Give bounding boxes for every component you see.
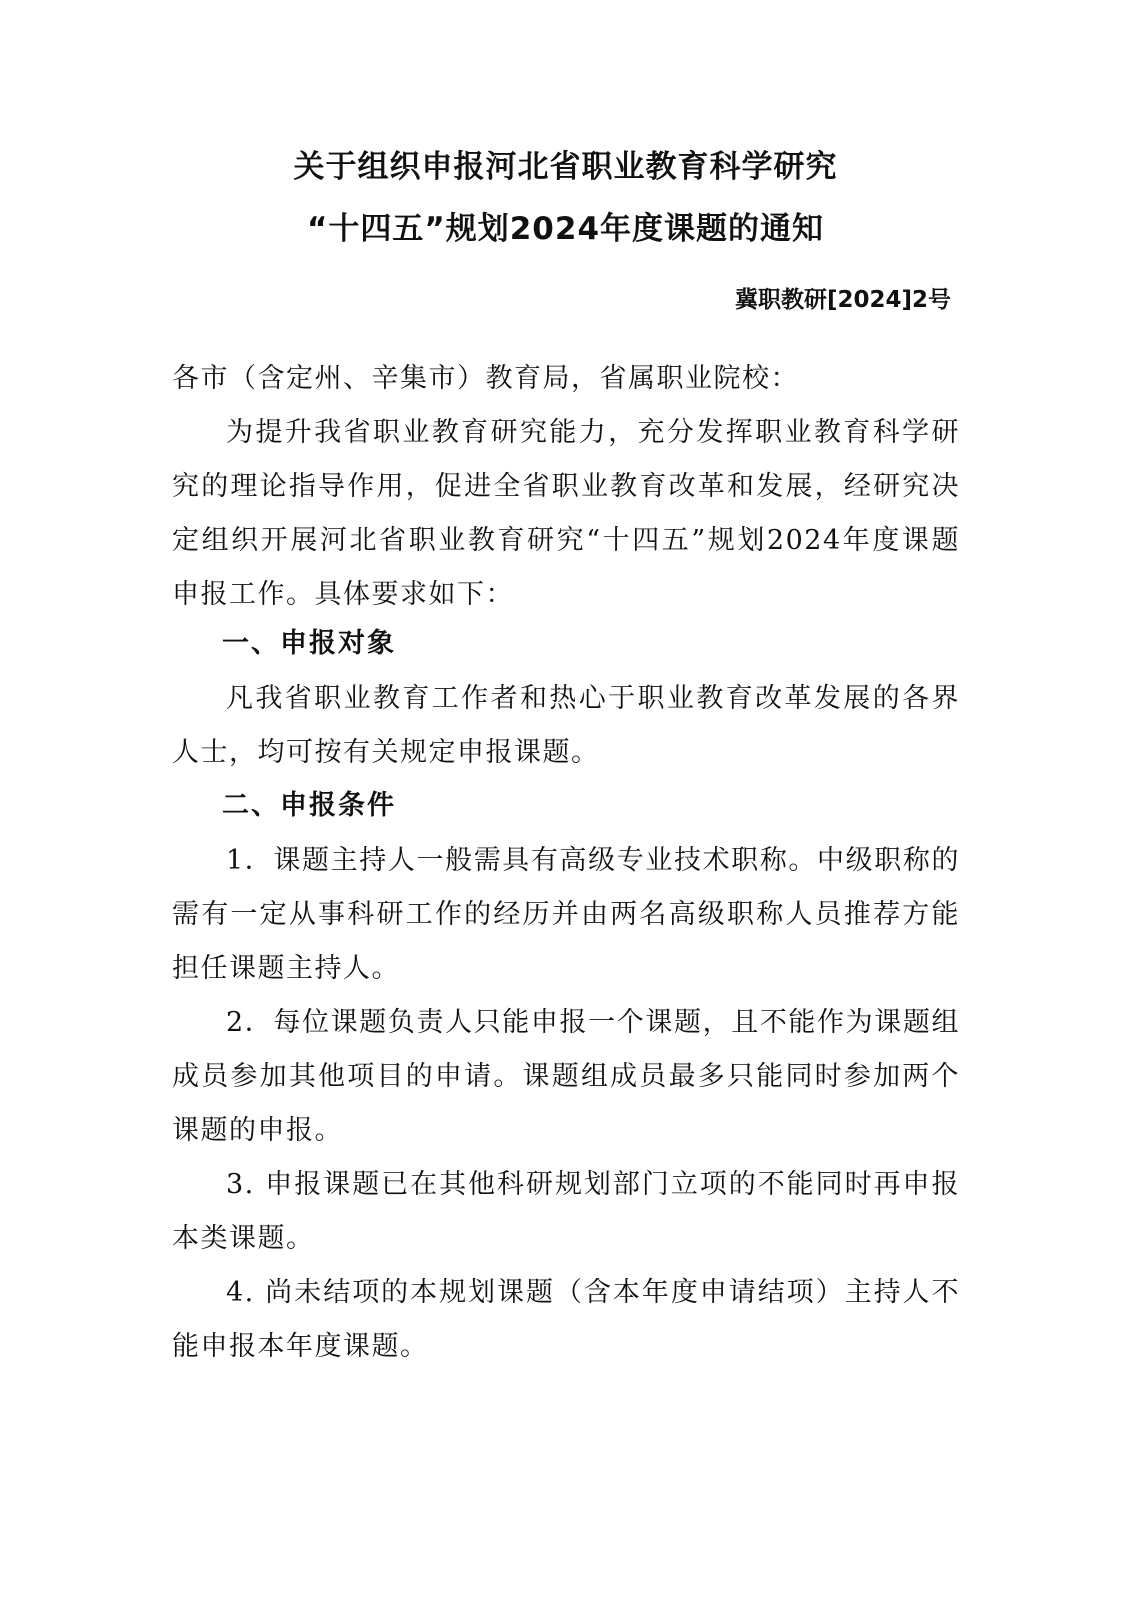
- section-heading-conditions: 二、申报条件: [222, 790, 396, 821]
- salutation: 各市（含定州、辛集市）教育局，省属职业院校：: [172, 363, 799, 394]
- section-heading-recipients: 一、申报对象: [222, 628, 396, 659]
- condition-item-3: 3. 申报课题已在其他科研规划部门立项的不能同时再申报本类课题。: [172, 1169, 960, 1254]
- condition-item-4: 4. 尚未结项的本规划课题（含本年度申请结项）主持人不能申报本年度课题。: [172, 1277, 960, 1362]
- condition-item-1: 1．课题主持人一般需具有高级专业技术职称。中级职称的需有一定从事科研工作的经历并由两名高级职称人员推荐方能担任课题主持人。: [172, 845, 960, 984]
- document-number: 冀职教研[2024]2号: [734, 287, 951, 313]
- intro-paragraph: 为提升我省职业教育研究能力，充分发挥职业教育科学研究的理论指导作用，促进全省职业教育改革和发展，经研究决定组织开展河北省职业教育研究“十四五”规划2024年度课题申报工作。具体要求如下：: [172, 417, 960, 610]
- condition-item-2: 2．每位课题负责人只能申报一个课题，且不能作为课题组成员参加其他项目的申请。课题组成员最多只能同时参加两个课题的申报。: [172, 1007, 960, 1146]
- section-1-paragraph: 凡我省职业教育工作者和热心于职业教育改革发展的各界人士，均可按有关规定申报课题。: [172, 683, 960, 768]
- document-title-line-1: 关于组织申报河北省职业教育科学研究: [293, 149, 838, 185]
- document-title-line-2: “十四五”规划2024年度课题的通知: [306, 211, 825, 247]
